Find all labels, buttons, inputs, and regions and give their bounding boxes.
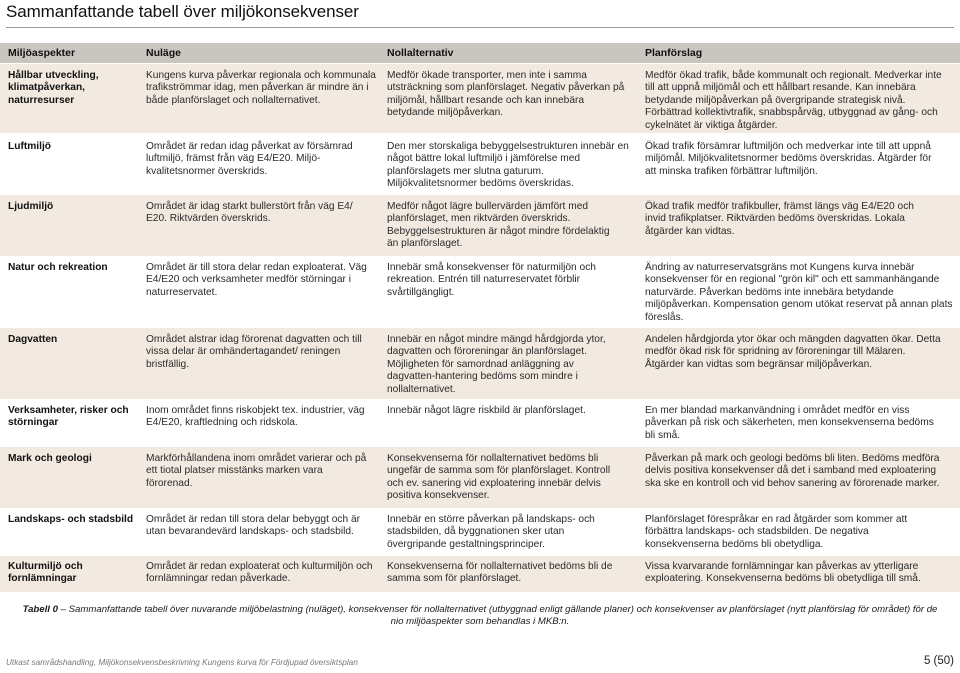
current-cell: Kungens kurva påverkar regionala och kommunala trafikströmmar idag, men påverkan är mindre än i både planförslaget och nollalternativet. <box>146 70 376 106</box>
caption-text: Sammanfattande tabell över nuvarande miljöbelastning (nuläget), konsekvenser för nollalternativet (utbyggnad enligt gällande planer) och konsekvenser av planförslaget (nytt planförslag för området) för de nio miljöaspekter som behandlas i MKB:n. <box>68 604 938 628</box>
zero-cell: Innebär små konsekvenser för naturmiljön och rekreation. Entrén till naturreservatet förblir svårtillgängligt. <box>387 262 596 298</box>
caption-dash: – <box>60 604 66 615</box>
current-cell: Området är idag starkt bullerstört från väg E4/ E20. Riktvärden överskrids. <box>146 201 353 225</box>
aspect-cell: Landskaps- och stadsbild <box>8 514 134 525</box>
table-row <box>0 195 960 256</box>
aspect-cell: Dagvatten <box>8 334 58 345</box>
table-row <box>0 447 960 508</box>
table-row <box>0 556 960 592</box>
aspect-cell: Verksamheter, risker och störningar <box>8 405 129 429</box>
footer-document-title: Utkast samrådshandling, Miljökonsekvensbeskrivning Kungens kurva för Fördjupad översiktsplan <box>6 658 358 667</box>
zero-cell: Innebär en större påverkan på landskaps- och stadsbilden, då byggnationen sker utan övergripande gestaltningsprinciper. <box>387 514 595 550</box>
header-zero: Nollalternativ <box>387 47 454 59</box>
aspect-cell: Mark och geologi <box>8 453 92 464</box>
page-title: Sammanfattande tabell över miljökonsekvenser <box>6 2 359 21</box>
current-cell: Området är redan till stora delar bebyggt och är utan bevarandevärd landskaps- och stadsbild. <box>146 514 361 538</box>
zero-cell: Innebär en något mindre mängd hårdgjorda ytor, dagvatten och föroreningar än planförslaget. Möjligheten för samordnad anläggning av dagvatten-hantering bedöms som mindre i nollalternativet. <box>387 334 606 395</box>
current-cell: Markförhållandena inom området varierar och på ett tiotal platser misstänks marken vara förorenad. <box>146 453 367 489</box>
plan-cell: Ökad trafik medför trafikbuller, främst längs väg E4/E20 och invid trafikplatser. Riktvärden bedöms överskridas. Lokala åtgärder kan vidtas. <box>645 201 914 237</box>
plan-cell: Påverkan på mark och geologi bedöms bli liten. Bedöms medföra delvis positiva konsekvenser då det i samband med exploatering ska ske en kontroll och vid behov sanering av förorenade marker. <box>645 453 940 489</box>
aspect-cell: Hållbar utveckling, klimatpåverkan, naturresurser <box>8 70 99 106</box>
current-cell: Området är redan exploaterat och kulturmiljön och fornlämningar redan påverkade. <box>146 561 373 585</box>
plan-cell: Ökad trafik försämrar luftmiljön och medverkar inte till att uppnå miljömål. Miljökvalitetsnormer bedöms överskridas. Åtgärder för att minska trafiken förbättrar luftmiljön. <box>645 141 932 177</box>
caption-label: Tabell 0 <box>22 604 58 615</box>
table-row <box>0 134 960 195</box>
table-row <box>0 256 960 328</box>
header-current: Nuläge <box>146 47 182 59</box>
plan-cell: Medför ökad trafik, både kommunalt och regionalt. Medverkar inte till att uppnå miljömål och ett hållbart resande. Kan innebära betydande miljöpåverkan på övergripande strategisk nivå. Förbättrad kollektivtrafik, snabbspårväg, utbyggnad av gång- och cykelnätet är viktiga åtgärder. <box>645 70 942 131</box>
table-row <box>0 64 960 133</box>
zero-cell: Den mer storskaliga bebyggelsestrukturen innebär en något bättre lokal luftmiljö i jämförelse med planförslagets mer slutna gaturum. Miljökvalitetsnormer bedöms överskridas. <box>387 141 629 190</box>
current-cell: Området är redan idag påverkat av försämrad luftmiljö, främst från väg E4/E20. Miljö-kvalitetsnormer överskrids. <box>146 141 353 177</box>
table-row <box>0 508 960 556</box>
plan-cell: Vissa kvarvarande fornlämningar kan påverkas av ytterligare exploatering. Konsekvenserna bedöms bli obetydliga till små. <box>645 561 921 585</box>
aspect-cell: Luftmiljö <box>8 141 52 152</box>
table-row <box>0 328 960 399</box>
header-plan: Planförslag <box>645 47 703 59</box>
table-row <box>0 399 960 447</box>
zero-cell: Konsekvenserna för nollalternativet bedöms bli de samma som för planförslaget. <box>387 561 613 585</box>
table-caption <box>20 604 940 628</box>
header-aspect: Miljöaspekter <box>8 47 76 59</box>
plan-cell: Planförslaget förespråkar en rad åtgärder som kommer att förbättra landskaps- och stadsbilden. De negativa konsekvenserna bedöms bli obetydliga. <box>645 514 908 550</box>
zero-cell: Konsekvenserna för nollalternativet bedöms bli ungefär de samma som för planförslaget. Kontroll och ev. sanering vid exploatering innebär delvis positiva konsekvenser. <box>387 453 611 502</box>
plan-cell: En mer blandad markanvändning i området medför en viss påverkan på risk och säkerheten, men konsekvenserna bedöms bli små. <box>645 405 934 441</box>
aspect-cell: Kulturmiljö och fornlämningar <box>8 561 83 585</box>
current-cell: Inom området finns riskobjekt tex. industrier, väg E4/E20, kraftledning och ridskola. <box>146 405 365 429</box>
zero-cell: Innebär något lägre riskbild är planförslaget. <box>387 405 586 416</box>
zero-cell: Medför något lägre bullervärden jämfört med planförslaget, men riktvärden överskrids. Bebyggelsestrukturen är något mindre fördelaktig än planförslaget. <box>387 201 610 250</box>
page-number: 5 (50) <box>923 655 954 667</box>
aspect-cell: Natur och rekreation <box>8 262 108 273</box>
zero-cell: Medför ökade transporter, men inte i samma utsträckning som planförslaget. Negativ påverkan på miljömål, hållbart resande och kan innebära betydande miljöpåverkan. <box>387 70 625 119</box>
table-header <box>0 43 960 63</box>
current-cell: Området alstrar idag förorenat dagvatten och till vissa delar är omhändertagandet/ reningen bristfällig. <box>146 334 362 370</box>
title-divider <box>6 27 954 28</box>
aspect-cell: Ljudmiljö <box>8 201 54 212</box>
current-cell: Området är till stora delar redan exploaterat. Väg E4/E20 och verksamheter medför störningar i naturreservatet. <box>146 262 367 298</box>
plan-cell: Andelen hårdgjorda ytor ökar och mängden dagvatten ökar. Detta medför ökad risk för spridning av föroreningar till Mälaren. Åtgärder kan vidtas som begränsar miljöpåverkan. <box>645 334 941 370</box>
plan-cell: Ändring av naturreservatsgräns mot Kungens kurva innebär konsekvenser för en regional "grön kil" och ett sammanhängande naturvärde. Påverkan bedöms inte innebära betydande miljöpåverkan. Kompensation genom utökat reservat på annan plats föreslås. <box>645 262 953 323</box>
